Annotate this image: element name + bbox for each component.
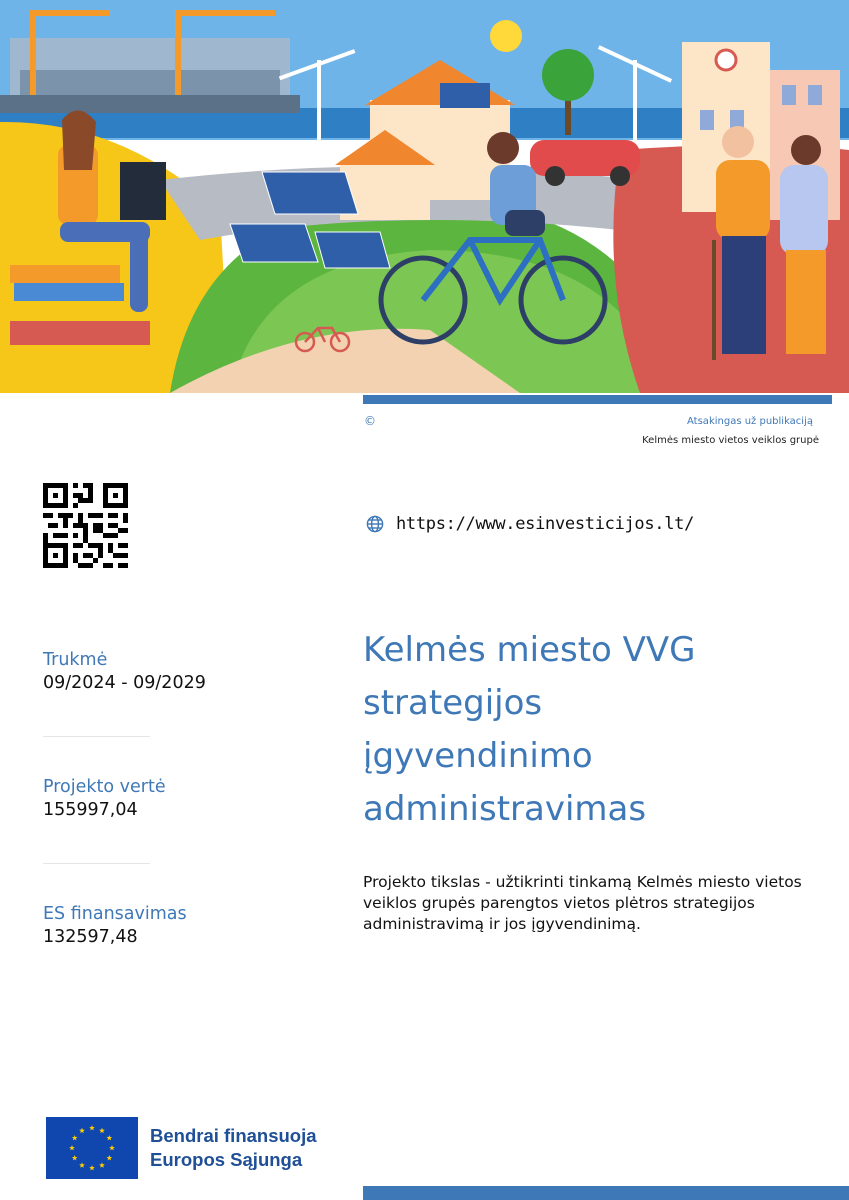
eu-star-icon [79,1162,85,1167]
title-line: Kelmės miesto VVG [363,630,696,670]
duration-value: 09/2024 - 09/2029 [43,673,206,693]
eu-flag-icon [46,1117,138,1179]
copyright-symbol: © [364,414,376,428]
hero-illustration [0,0,849,393]
eu-star-icon [79,1128,85,1133]
globe-icon [366,515,384,533]
eu-star-icon [72,1135,78,1140]
project-description: Projekto tikslas - užtikrinti tinkamą Kelmės miesto vietos veiklos grupės parengtos vietos plėtros strategijos administravimą ir jos įgyvendinimą. [363,873,802,933]
eu-star-icon [99,1162,105,1167]
divider [43,736,150,737]
eu-star-icon [106,1155,112,1160]
project-value-amount: 155997,04 [43,800,138,820]
cofunding-line: Bendrai finansuoja [150,1125,317,1146]
eu-star-icon [89,1165,95,1170]
eu-star-icon [109,1145,115,1150]
eu-star-icon [99,1128,105,1133]
cofunding-line: Europos Sąjunga [150,1149,303,1170]
eu-star-icon [106,1135,112,1140]
duration-label: Trukmė [43,650,108,670]
eu-star-icon [69,1145,75,1150]
duration-block [43,650,206,693]
eu-star-icon [89,1125,95,1130]
responsible-label: Atsakingas už publikaciją [687,416,813,427]
eu-cofunding-text [150,1124,317,1172]
bottom-accent-bar [363,1186,849,1200]
project-title [363,624,803,836]
website-url[interactable]: https://www.esinvesticijos.lt/ [396,514,695,534]
project-value-block [43,777,166,820]
top-accent-bar [363,395,832,404]
eu-funding-block [43,904,187,947]
divider [43,863,150,864]
eu-funding-amount: 132597,48 [43,927,138,947]
website-link-row[interactable] [366,514,694,534]
eu-star-icon [72,1155,78,1160]
title-line: administravimas [363,789,647,829]
project-value-label: Projekto vertė [43,777,166,797]
title-line: strategijos [363,683,543,723]
responsible-organization: Kelmės miesto vietos veiklos grupė [642,435,819,446]
qr-code[interactable] [43,483,128,568]
title-line: įgyvendinimo [363,736,593,776]
eu-funding-label: ES finansavimas [43,904,187,924]
